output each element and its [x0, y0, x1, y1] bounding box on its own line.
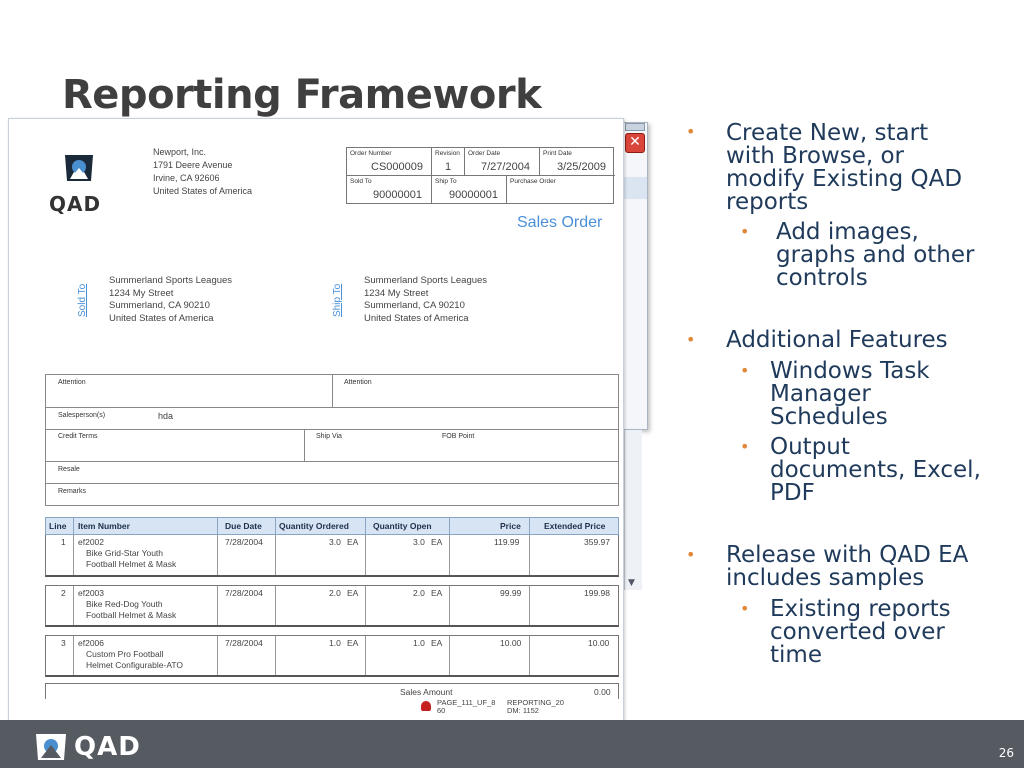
sub-bullet-1-1: Add images, graphs and other controls [776, 219, 975, 291]
window-toolbar-strip [623, 177, 647, 199]
company-address [153, 146, 252, 198]
attention-label: Attention [58, 379, 86, 386]
table-row [45, 635, 619, 677]
row-um-open: EA [431, 588, 443, 598]
sub-bullet-2-2: Output documents, Excel, PDF [770, 434, 981, 506]
report-footer-right: REPORTING_20 DM: 1152 [507, 698, 564, 715]
salesperson-label: Salesperson(s) [58, 412, 106, 419]
sold-to-value: 90000001 [373, 189, 422, 201]
sub-bullet-dot: • [740, 222, 750, 241]
row-item-number: ef2006 [78, 638, 104, 648]
col-qty-open: Quantity Open [373, 521, 432, 531]
sold-to-cell: Sold To [347, 176, 432, 204]
slide-title: Reporting Framework [62, 72, 542, 118]
footer-logo [34, 732, 141, 762]
col-line: Line [49, 521, 67, 531]
print-date-value: 3/25/2009 [557, 161, 606, 173]
sold-to-vertical-label[interactable]: Sold To [77, 283, 88, 317]
sub-bullet-3-1: Existing reports converted over time [770, 596, 951, 668]
report-logo [49, 151, 109, 216]
scroll-down-icon: ▼ [628, 578, 635, 588]
company-name: Newport, Inc. [153, 147, 207, 157]
sales-amount-box [45, 683, 619, 699]
report-footer-left: PAGE_111_UF_8 60 [437, 698, 496, 715]
footer-logo-text: QAD [74, 732, 141, 762]
row-desc-1: Bike Red-Dog Youth [86, 599, 163, 609]
row-qty-ordered: 2.0 [329, 588, 341, 598]
row-um-ordered: EA [347, 588, 359, 598]
row-um-open: EA [431, 638, 443, 648]
close-button[interactable] [625, 133, 645, 153]
line-items-header [45, 517, 619, 535]
ship-to-cell: Ship To [432, 176, 507, 204]
sales-amount-label: Sales Amount [400, 687, 453, 697]
warning-icon [421, 701, 431, 711]
salesperson-value: hda [158, 411, 174, 421]
order-number-value: CS000009 [371, 161, 423, 173]
row-extended-price: 199.98 [584, 588, 610, 598]
footer-bar [0, 720, 1024, 768]
document-title: Sales Order [517, 214, 603, 231]
ship-to-value: 90000001 [449, 189, 498, 201]
credit-terms-label: Credit Terms [58, 433, 98, 440]
sales-amount-value: 0.00 [594, 687, 611, 697]
qad-footer-logo-icon [34, 732, 68, 762]
row-line: 3 [61, 638, 66, 648]
row-price: 10.00 [500, 638, 522, 648]
bullet-3: Release with QAD EA includes samples [726, 542, 969, 591]
row-desc-2: Helmet Configurable-ATO [86, 660, 184, 670]
table-row [45, 585, 619, 627]
table-row [45, 535, 619, 577]
row-um-open: EA [431, 537, 443, 547]
row-due-date: 7/28/2004 [225, 588, 263, 598]
row-extended-price: 10.00 [588, 638, 610, 648]
row-line: 2 [61, 588, 66, 598]
bullet-dot: • [686, 122, 696, 141]
sold-to-address: Summerland Sports Leagues 1234 My Street Summerland, CA 90210 United States of America [109, 275, 233, 324]
row-qty-open: 1.0 [413, 638, 425, 648]
remarks-label: Remarks [58, 488, 87, 495]
row-um-ordered: EA [347, 638, 359, 648]
company-city: Irvine, CA 92606 [153, 173, 220, 183]
row-price: 99.99 [500, 588, 522, 598]
row-desc-2: Football Helmet & Mask [86, 610, 177, 620]
purchase-order-cell: Purchase Order [510, 178, 556, 185]
order-header-box [346, 147, 614, 204]
col-price: Price [500, 521, 521, 531]
ship-via-label: Ship Via [316, 433, 342, 440]
col-extended-price: Extended Price [544, 521, 606, 531]
row-qty-ordered: 1.0 [329, 638, 341, 648]
row-qty-ordered: 3.0 [329, 537, 341, 547]
order-details-form [45, 374, 619, 506]
row-line: 1 [61, 537, 66, 547]
row-qty-open: 2.0 [413, 588, 425, 598]
sales-order-report [8, 118, 624, 726]
page-number: 26 [998, 746, 1014, 760]
col-qty-ordered: Quantity Ordered [279, 521, 349, 531]
row-due-date: 7/28/2004 [225, 638, 263, 648]
ship-to-address: Summerland Sports Leagues 1234 My Street Summerland, CA 90210 United States of America [364, 275, 488, 324]
bullet-1: Create New, start with Browse, or modify Existing QAD reports [726, 120, 963, 215]
bullet-dot: • [686, 330, 696, 349]
report-logo-text: QAD [49, 192, 102, 216]
row-price: 119.99 [494, 537, 520, 547]
order-date-cell: Order Date [465, 148, 540, 176]
row-due-date: 7/28/2004 [225, 537, 263, 547]
bullet-2: Additional Features [726, 327, 948, 353]
sub-bullet-2-1: Windows Task Manager Schedules [770, 358, 930, 430]
row-desc-1: Custom Pro Football [86, 649, 164, 659]
ship-to-vertical-label[interactable]: Ship To [332, 283, 343, 317]
row-item-number: ef2002 [78, 537, 104, 547]
scrollbar[interactable] [624, 430, 642, 590]
col-due-date: Due Date [225, 521, 262, 531]
company-country: United States of America [153, 186, 253, 196]
revision-cell: Revision [432, 148, 465, 176]
sub-bullet-dot: • [740, 361, 750, 380]
col-item-number: Item Number [78, 521, 130, 531]
company-street: 1791 Deere Avenue [153, 160, 233, 170]
row-extended-price: 359.97 [584, 537, 610, 547]
sub-bullet-dot: • [740, 437, 750, 456]
sub-bullet-dot: • [740, 599, 750, 618]
row-desc-2: Football Helmet & Mask [86, 559, 177, 569]
row-qty-open: 3.0 [413, 537, 425, 547]
close-icon: ✕ [629, 134, 641, 150]
order-number-cell: Order Number [347, 148, 432, 176]
fob-point-label: FOB Point [442, 433, 475, 440]
print-date-cell: Print Date [540, 148, 615, 176]
order-date-value: 7/27/2004 [481, 161, 530, 173]
minimize-button[interactable] [625, 123, 645, 131]
bullet-dot: • [686, 545, 696, 564]
qad-logo-icon [61, 151, 97, 185]
row-um-ordered: EA [347, 537, 359, 547]
row-item-number: ef2003 [78, 588, 104, 598]
attention2-label: Attention [344, 379, 372, 386]
resale-label: Resale [58, 466, 80, 473]
revision-value: 1 [445, 161, 452, 173]
row-desc-1: Bike Grid-Star Youth [86, 548, 164, 558]
